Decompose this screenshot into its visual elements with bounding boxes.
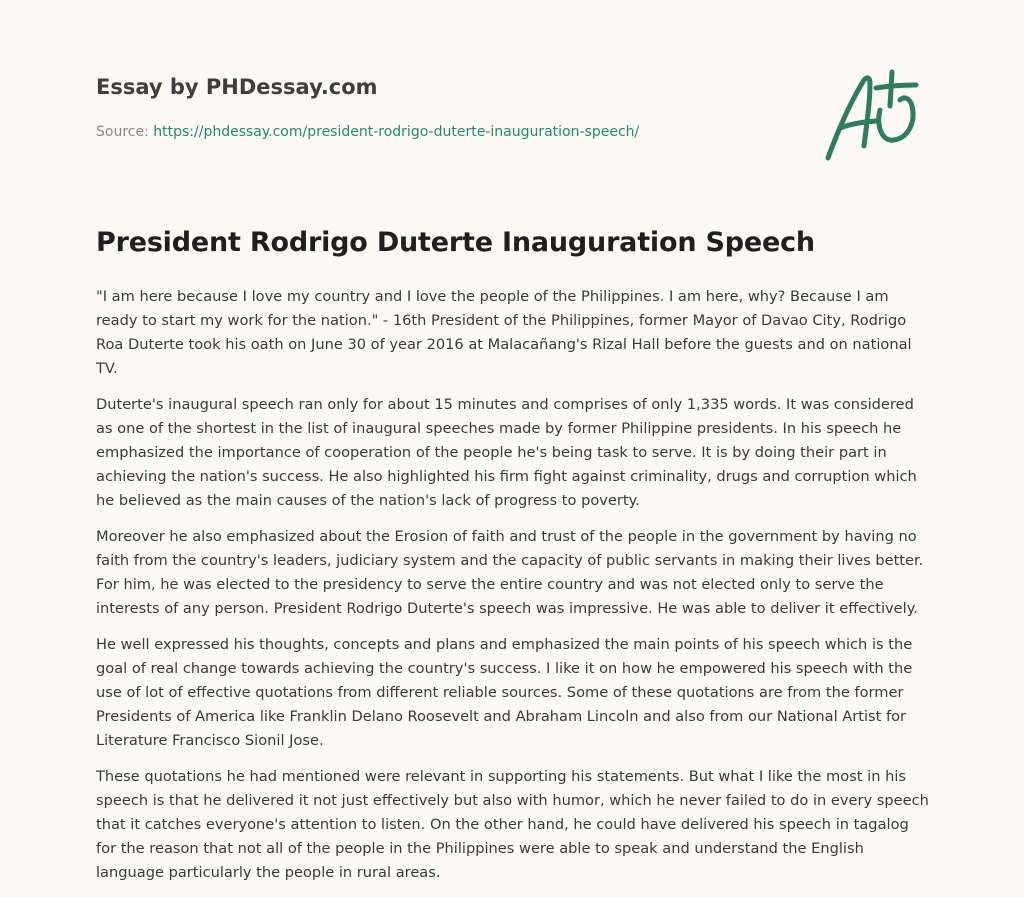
essay-paragraph: He well expressed his thoughts, concepts and plans and emphasized the main points of his speech which is the goal of real change towards achieving the country's success. I like it on how he empowered his speech with the use of lot of effective quotations from different reliable sources. Some of these quotations are from the former Presidents of America like Franklin Delano Roosevelt and Abraham Lincoln and also from our National Artist for Literature Francisco Sionil Jose.: [96, 636, 913, 749]
source-label: Source:: [96, 124, 154, 140]
essay-paragraph: "I am here because I love my country and I love the people of the Philippines. I am here, why? Because I am ready to start my work for the nation." - 16th President of the Philippines, former Mayor of Davao City, Rodrigo Roa Duterte took his oath on June 30 of year 2016 at Malacañang's Rizal Hall before the guests and on national TV.: [96, 288, 912, 377]
essay-paragraph: These quotations he had mentioned were relevant in supporting his statements. But what I like the most in his speech is that he delivered it not just effectively but also with humor, which he never failed to do in every speech that it catches everyone's attention to listen. On the other hand, he could have delivered his speech in tagalog for the reason that not all of the people in the Philippines were able to speak and understand the English language particularly the people in rural areas.: [96, 768, 929, 881]
essay-body: [96, 285, 932, 897]
a-plus-grade-icon: [818, 66, 930, 166]
source-line: [96, 124, 639, 140]
essay-paragraph: Duterte's inaugural speech ran only for about 15 minutes and comprises of only 1,335 words. It was considered as one of the shortest in the list of inaugural speeches made by former Philippine presidents. In his speech he emphasized the importance of cooperation of the people he's being task to serve. It is by doing their part in achieving the nation's success. He also highlighted his firm fight against criminality, drugs and corruption which he believed as the main causes of the nation's lack of progress to poverty.: [96, 396, 917, 509]
source-link[interactable]: https://phdessay.com/president-rodrigo-duterte-inauguration-speech/: [153, 124, 640, 140]
essay-title: President Rodrigo Duterte Inauguration Speech: [96, 227, 815, 258]
site-brand: Essay by PHDessay.com: [96, 75, 378, 99]
essay-paragraph: Moreover he also emphasized about the Erosion of faith and trust of the people in the government by having no faith from the country's leaders, judiciary system and the capacity of public servants in making their lives better. For him, he was elected to the presidency to serve the entire country and was not elected only to serve the interests of any person. President Rodrigo Duterte's speech was impressive. He was able to deliver it effectively.: [96, 528, 924, 617]
